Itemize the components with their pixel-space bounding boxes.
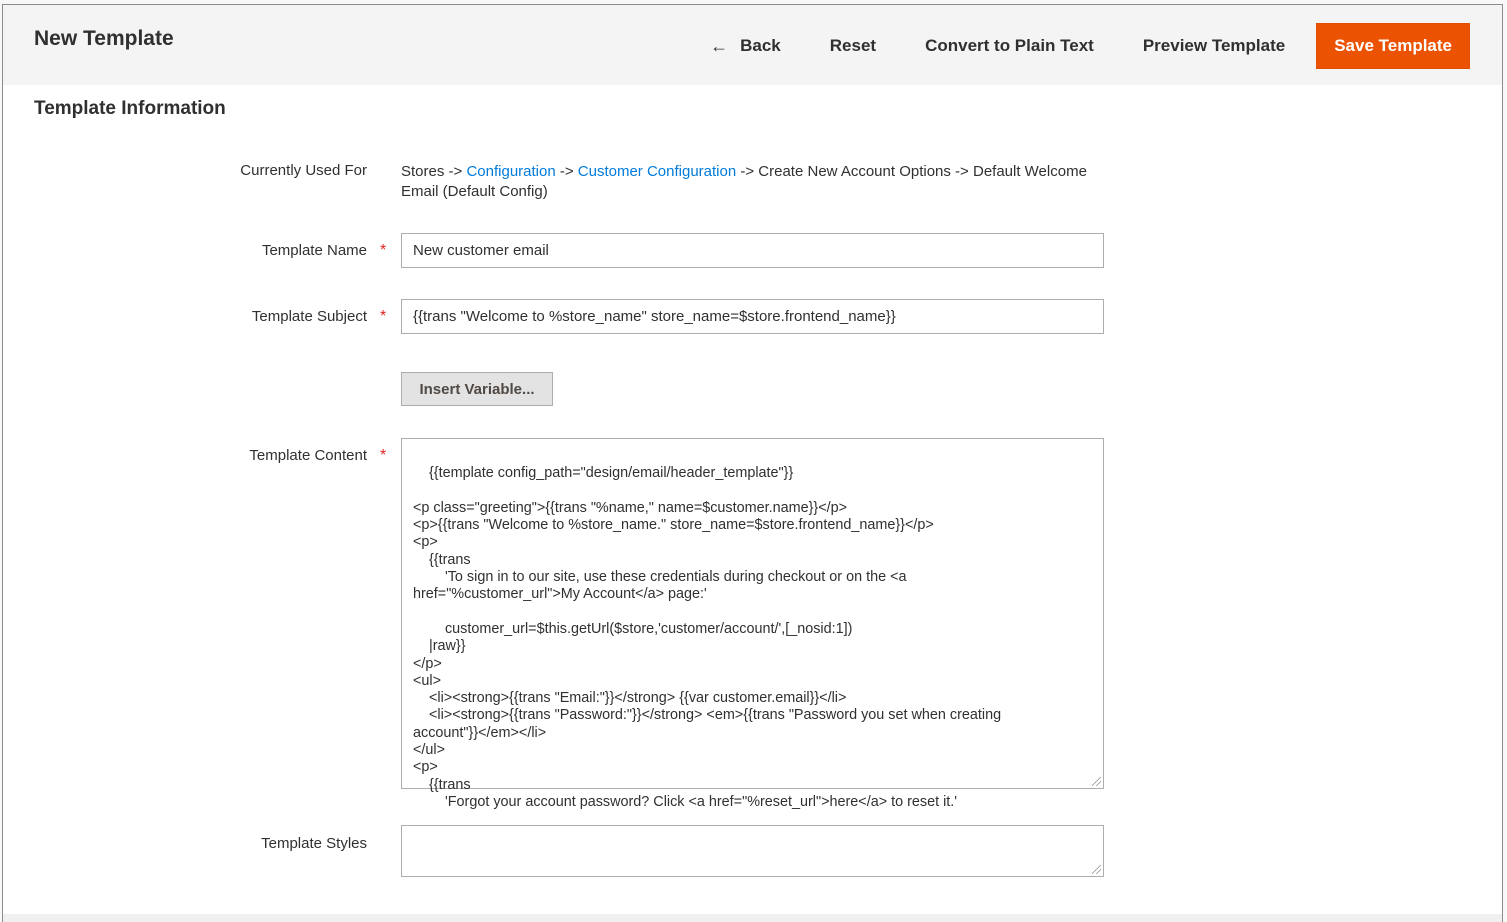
resize-handle-icon[interactable]: [1092, 777, 1101, 786]
template-styles-label: Template Styles: [261, 835, 367, 852]
arrow-left-icon: ←: [710, 35, 729, 56]
convert-plain-text-button[interactable]: Convert to Plain Text: [925, 36, 1094, 55]
template-content-label: Template Content: [249, 447, 367, 464]
page-frame: [2, 4, 1503, 922]
required-asterisk: *: [380, 308, 387, 325]
template-styles-textarea[interactable]: [401, 825, 1104, 877]
bottom-divider: [3, 914, 1502, 922]
resize-handle-icon[interactable]: [1092, 865, 1101, 874]
path-part-rest: -> Create New Account Options -> Default Welcome Email (Default Config): [401, 163, 1087, 200]
preview-template-button[interactable]: Preview Template: [1142, 36, 1286, 55]
template-subject-label: Template Subject: [251, 308, 367, 325]
currently-used-label: Currently Used For: [240, 162, 367, 179]
back-label: Back: [740, 36, 781, 55]
action-buttons: [661, 22, 1470, 70]
currently-used-value: [401, 162, 1111, 202]
customer-configuration-link[interactable]: Customer Configuration: [577, 163, 737, 180]
template-name-label: Template Name: [261, 242, 367, 259]
page-title: New Template: [34, 27, 174, 50]
path-separator: ->: [555, 163, 578, 180]
section-title: Template Information: [34, 98, 226, 119]
back-button[interactable]: [710, 36, 781, 57]
save-template-button[interactable]: Save Template: [1316, 23, 1470, 69]
insert-variable-button[interactable]: Insert Variable...: [401, 372, 553, 406]
required-asterisk: *: [380, 242, 387, 259]
path-part-stores: Stores ->: [401, 163, 467, 180]
template-name-input[interactable]: New customer email: [401, 233, 1104, 268]
required-asterisk: *: [380, 447, 387, 464]
template-content-text: {{template config_path="design/email/header_template"}} <p class="greeting">{{trans "%name," name=$customer.name}}</p> <p>{{trans "Welcome to %store_name." store_name=$store.frontend_name}}</p> <p> {{trans 'To sign in to our site, use these credentials during checkout or on the <a href="%customer_url">My Account</a> page:' customer_url=$this.getUrl($store,'customer/account/',[_nosid:1]) |raw}} </p> <ul> <li><strong>{{trans "Email:"}}</strong> {{var customer.email}}</li> <li><strong>{{trans "Password:"}}</strong> <em>{{trans "Password you set when creating account"}}</em></li> </ul> <p> {{trans 'Forgot your account password? Click <a href="%reset_url">here</a> to reset it.': [413, 465, 1002, 810]
configuration-link[interactable]: Configuration: [466, 163, 556, 180]
template-subject-input[interactable]: {{trans "Welcome to %store_name" store_name=$store.frontend_name}}: [401, 299, 1104, 334]
page-actions-bar: [3, 5, 1502, 85]
template-content-textarea[interactable]: [401, 438, 1104, 810]
reset-button[interactable]: Reset: [829, 36, 877, 55]
